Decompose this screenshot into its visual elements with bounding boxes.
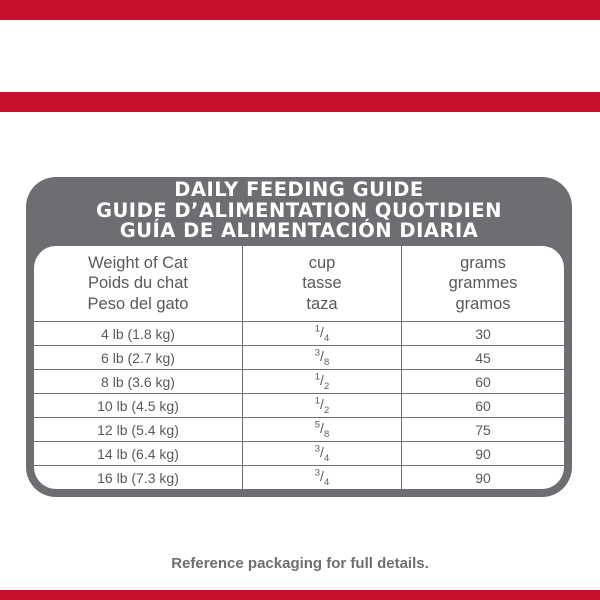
column-header-cup: cup tasse taza: [243, 246, 402, 322]
header-banner: [0, 0, 600, 112]
weight-cell: 10 lb (4.5 kg): [34, 394, 243, 418]
table-header-row: [34, 246, 564, 322]
table-row: [34, 322, 564, 346]
grams-cell: 60: [402, 394, 565, 418]
title-english: DAILY FEEDING GUIDE: [174, 178, 424, 201]
feeding-guide-card: [26, 177, 572, 497]
cup-cell: $^3/_4$: [243, 442, 402, 466]
title-french: GUIDE D’ALIMENTATION QUOTIDIEN: [95, 198, 503, 222]
table-row: [34, 394, 564, 418]
table-row: [34, 418, 564, 442]
grams-cell: 45: [402, 346, 565, 370]
page-title: FEEDING GUIDE: [39, 25, 561, 93]
grams-cell: 30: [402, 322, 565, 346]
weight-cell: 14 lb (6.4 kg): [34, 442, 243, 466]
bottom-strip: [0, 590, 600, 600]
grams-cell: 60: [402, 370, 565, 394]
table-row: [34, 370, 564, 394]
cup-cell: $^1/_4$: [243, 322, 402, 346]
grams-cell: 90: [402, 466, 565, 490]
weight-cell: 6 lb (2.7 kg): [34, 346, 243, 370]
weight-cell: 16 lb (7.3 kg): [34, 466, 243, 490]
cup-cell: $^1/_2$: [243, 394, 402, 418]
column-header-weight: Weight of Cat Poids du chat Peso del gato: [34, 246, 243, 322]
weight-cell: 4 lb (1.8 kg): [34, 322, 243, 346]
title-spanish: GUÍA DE ALIMENTACIÓN DIARIA: [119, 219, 479, 242]
grams-cell: 90: [402, 442, 565, 466]
cup-cell: $^1/_2$: [243, 370, 402, 394]
feeding-table-wrapper: [34, 246, 564, 489]
footnote: Reference packaging for full details.: [171, 555, 429, 572]
cup-cell: $^3/_8$: [243, 346, 402, 370]
weight-cell: 12 lb (5.4 kg): [34, 418, 243, 442]
cup-cell: $^5/_8$: [243, 418, 402, 442]
grams-cell: 75: [402, 418, 565, 442]
table-row: [34, 466, 564, 490]
card-header: [26, 177, 572, 245]
column-header-grams: grams grammes gramos: [402, 246, 565, 322]
weight-cell: 8 lb (3.6 kg): [34, 370, 243, 394]
feeding-table: [34, 246, 564, 489]
table-row: [34, 442, 564, 466]
table-row: [34, 346, 564, 370]
cup-cell: $^3/_4$: [243, 466, 402, 490]
